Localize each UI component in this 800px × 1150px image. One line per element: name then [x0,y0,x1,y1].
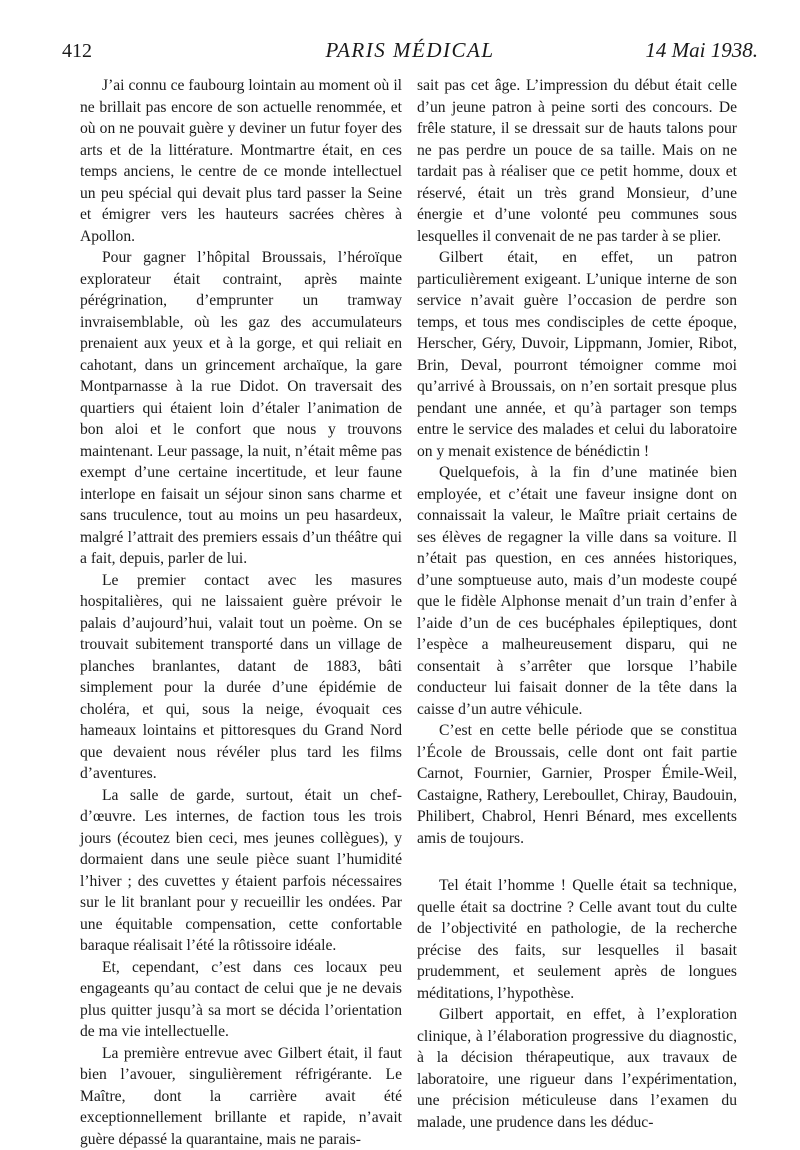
issue-date: 14 Mai 1938. [645,38,758,63]
paragraph: La première entrevue avec Gilbert était, il faut bien l’avouer, singulièrement réfrigérante. Le Maître, dont la carrière avait été exceptionnellement brillante et rapide, n’avait guère dépassé la quarantaine, mais ne parais- [80,1043,402,1150]
paragraph: Le premier contact avec les masures hospitalières, qui ne laissaient guère prévoir le palais d’aujourd’hui, valait tout un poème. On se trouvait subitement transporté dans un village de planches branlantes, datant de 1883, bâti simplement pour la durée d’une épidémie de choléra, et qui, sous la neige, évoquait ces hameaux lointains et pittoresques du Grand Nord que devaient nous révéler plus tard les films d’aventures. [80,570,402,785]
page-number: 412 [62,40,92,63]
journal-title: PARIS MÉDICAL [62,38,758,63]
paragraph: Et, cependant, c’est dans ces locaux peu engageants qu’au contact de celui que je ne devais plus quitter jusqu’à sa mort se décida l’orientation de ma vie intellectuelle. [80,957,402,1043]
right-column [417,75,737,1133]
paragraph: Tel était l’homme ! Quelle était sa technique, quelle était sa doctrine ? Celle avant tout du culte de l’objectivité en pathologie, de la recherche précise des faits, sur lesquelles il basait prudemment, et seulement après de longues méditations, l’hypothèse. [417,875,737,1004]
paragraph: C’est en cette belle période que se constitua l’École de Broussais, celle dont ont fait partie Carnot, Fournier, Garnier, Prosper Émile-Weil, Castaigne, Rathery, Lereboullet, Chiray, Baudouin, Philibert, Chabrol, Henri Bénard, mes excellents amis de toujours. [417,720,737,849]
paragraph-continued: sait pas cet âge. L’impression du début était celle d’un jeune patron à peine sorti des concours. De frêle stature, il se dressait sur de hauts talons pour ne pas perdre un pouce de sa taille. Mais on ne tardait pas à réaliser que ce petit homme, doux et réservé, était un très grand Monsieur, d’une énergie et d’une volonté peu communes sous lesquelles il convenait de ne pas tarder à se plier. [417,75,737,247]
paragraph: Quelquefois, à la fin d’une matinée bien employée, et c’était une faveur insigne dont on connaissait la valeur, le Maître priait certains de ses élèves de regagner la ville dans sa voiture. Il n’était pas question, en ces années historiques, d’une somptueuse auto, mais d’un modeste coupé que le fidèle Alphonse menait d’un train d’enfer à l’aide d’un de ces bucéphales épileptiques, dont l’espèce a malheureusement disparu, qui ne consentait à s’arrêter que lorsque l’habile conducteur lui faisait donner de la tête dans la caisse d’un autre véhicule. [417,462,737,720]
paragraph: J’ai connu ce faubourg lointain au moment où il ne brillait pas encore de son actuelle renommée, et où on ne pouvait guère y deviner un futur foyer des arts et de la littérature. Montmartre était, en ces temps anciens, le centre de ce monde intellectuel un peu spécial qui devait plus tard passer la Seine et émigrer vers les hauteurs sacrées chères à Apollon. [80,75,402,247]
left-column [80,75,402,1150]
paragraph: Gilbert était, en effet, un patron particulièrement exigeant. L’unique interne de son service n’avait guère l’occasion de perdre son temps, et tous mes condisciples de cette époque, Herscher, Géry, Duvoir, Lippmann, Jomier, Ribot, Brin, Deval, pourront témoigner comme moi qu’arrivé à Broussais, on n’en sortait presque plus pendant une année, et qu’à partager son temps entre le service des malades et celui du laboratoire on y menait existence de bénédictin ! [417,247,737,462]
paragraph: La salle de garde, surtout, était un chef-d’œuvre. Les internes, de faction tous les trois jours (écoutez bien ceci, mes jeunes collègues), y dormaient dans une seule pièce suant l’humidité l’hiver ; des cuvettes y étaient parfois nécessaires sur le lit branlant pour y recueillir les ondées. Par une équitable compensation, cette confortable baraque réalisait l’été la rôtissoire idéale. [80,785,402,957]
paragraph: Pour gagner l’hôpital Broussais, l’héroïque explorateur était contraint, après mainte pérégrination, d’emprunter un tramway invraisemblable, où les gaz des accumulateurs prenaient aux yeux et à la gorge, et qui reliait en cahotant, dans un grincement archaïque, la gare Montparnasse à la rue Didot. On traversait des quartiers qui étaient loin d’étaler l’animation de bon aloi et le confort que nous y trouvons maintenant. Leur passage, la nuit, n’était même pas exempt d’une certaine incertitude, et leur faune interlope en faisait un séjour sinon sans charme et sans truculence, tout au moins un peu hasardeux, malgré l’attrait des premiers essais d’un théâtre qui a fait, depuis, parler de lui. [80,247,402,570]
page-header [62,38,758,68]
paragraph: Gilbert apportait, en effet, à l’exploration clinique, à l’élaboration progressive du diagnostic, à la décision thérapeutique, aux travaux de laboratoire, une rigueur dans l’expérimentation, une précision méticuleuse dans l’examen du malade, une prudence dans les déduc- [417,1004,737,1133]
